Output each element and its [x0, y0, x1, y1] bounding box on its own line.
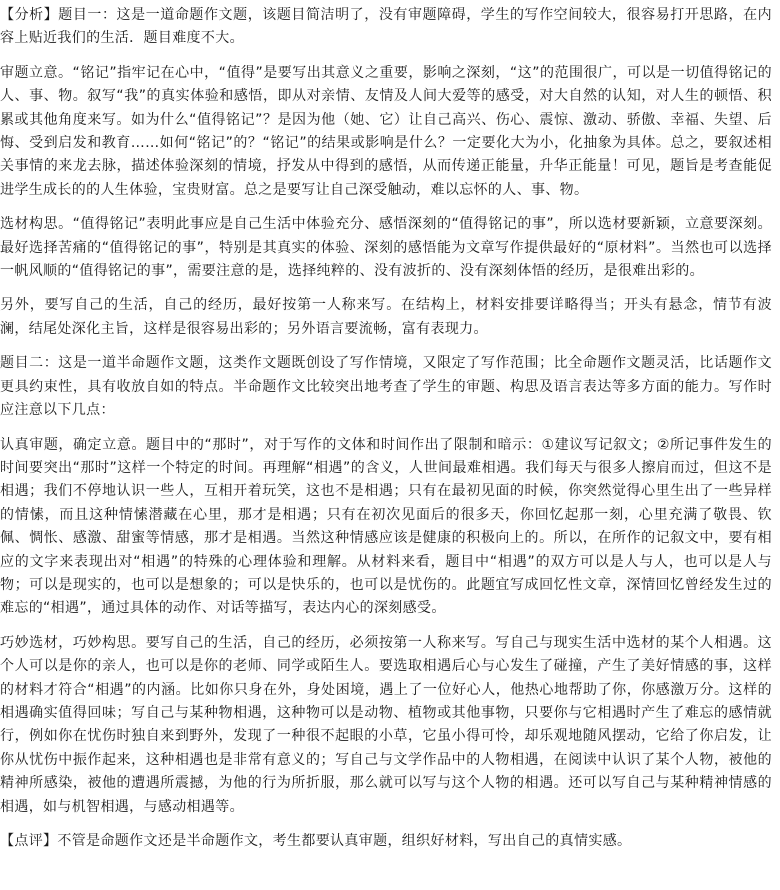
- comment-paragraph: [0, 830, 772, 853]
- analysis-paragraph-material: 选材构思。“值得铭记”表明此事应是自己生活中体验充分、感悟深刻的“值得铭记的事”，所以选材要新颖，立意要深刻。最好选择苦痛的“值得铭记的事”，特别是其真实的体验、深刻的感悟能为文章写作提供最好的“原材料”。当然也可以选择一帆风顺的“值得铭记的事”，需要注意的是，选择纯粹的、没有波折的、没有深刻体悟的经历，是很难出彩的。: [0, 216, 772, 280]
- analysis-text-1: 题目一：这是一道命题作文题，该题目简洁明了，没有审题障碍，学生的写作空间较大，很容易打开思路，在内容上贴近我们的生活．题目难度不大。: [0, 7, 772, 47]
- analysis-paragraph-topic-one: [0, 4, 772, 51]
- comment-text: 不管是命题作文还是半命题作文，考生都要认真审题，组织好材料，写出自己的真情实感。: [57, 833, 632, 849]
- analysis-paragraph-reading-topic: 认真审题，确定立意。题目中的“那时”，对于写作的文体和时间作出了限制和暗示：①建议写记叙文；②所记事件发生的时间要突出“那时”这样一个特定的时间。再理解“相遇”的含义，人世间最难相遇。我们每天与很多人擦肩而过，但这不是相遇；我们不停地认识一些人，互相开着玩笑，这也不是相遇；只有在最初见面的时候，你突然觉得心里生出了一些异样的情愫，而且这种情愫潜藏在心里，那才是相遇；只有在初次见面后的很多天，你回忆起那一刻，心里充满了敬畏、钦佩、惆怅、感激、甜蜜等情感，那才是相遇。当然这种情感应该是健康的积极向上的。所以，在所作的记叙文中，要有相应的文字来表现出对“相遇”的特殊的心理体验和理解。从材料来看，题目中“相遇”的双方可以是人与人，也可以是人与物；可以是现实的，也可以是想象的；可以是快乐的，也可以是忧伤的。此题宜写成回忆性文章，深情回忆曾经发生过的难忘的“相遇”，通过具体的动作、对话等描写，表达内心的深刻感受。: [0, 436, 772, 617]
- analysis-label: 【分析】: [0, 7, 59, 23]
- analysis-paragraph-topic-two: 题目二：这是一道半命题作文题，这类作文题既创设了写作情境，又限定了写作范围；比全命题作文题灵活，比话题作文更具约束性，具有收放自如的特点。半命题作文比较突出地考查了学生的审题、构思及语言表达等多方面的能力。写作时应注意以下几点：: [0, 355, 772, 419]
- comment-label: 【点评】: [0, 833, 58, 849]
- analysis-paragraph-theme: 审题立意。“铭记”指牢记在心中，“值得”是要写出其意义之重要，影响之深刻，“这”的范围很广，可以是一切值得铭记的人、事、物。叙写“我”的真实体验和感悟，即从对亲情、友情及人间大爱等的感受，对大自然的认知，对人生的顿悟、积累或其他角度来写。如为什么“值得铭记”？是因为他（她、它）让自己高兴、伤心、震惊、激动、骄傲、幸福、失望、后悔、受到启发和教育……如何“铭记”的？“铭记”的结果或影响是什么？一定要化大为小，化抽象为具体。总之，要叙述相关事情的来龙去脉，描述体验深刻的情境，抒发从中得到的感悟，从而传递正能量，升华正能量！可见，题旨是考查能促进学生成长的的人生体验，宝贵财富。总之是要写让自己深受触动，难以忘怀的人、事、物。: [0, 64, 772, 198]
- analysis-paragraph-structure: 另外，要写自己的生活，自己的经历，最好按第一人称来写。在结构上，材料安排要详略得当；开头有悬念，情节有波澜，结尾处深化主旨，这样是很容易出彩的；另外语言要流畅，富有表现力。: [0, 297, 772, 337]
- analysis-paragraph-material-choice: 巧妙选材，巧妙构思。要写自己的生活，自己的经历，必须按第一人称来写。写自己与现实生活中选材的某个人相遇。这个人可以是你的亲人，也可以是你的老师、同学或陌生人。要选取相遇后心与心发生了碰撞，产生了美好情感的事，这样的材料才符合“相遇”的内涵。比如你只身在外，身处困境，遇上了一位好心人，他热心地帮助了你，你感激万分。这样的相遇确实值得回味；写自己与某种物相遇，这种物可以是动物、植物或其他事物，只要你与它相遇时产生了难忘的感情就行，例如你在忧伤时独自来到野外，发现了一种很不起眼的小草，它虽小得可怜，却乐观地随风摆动，它给了你启发，让你从忧伤中振作起来，这种相遇也是非常有意义的；写自己与文学作品中的人物相遇，在阅读中认识了某个人物，被他的精神所感染，被他的遭遇所震撼，为他的行为所折服，那么就可以写与这个人物的相遇。还可以写自己与某种精神情感的相遇，如与机智相遇，与感动相遇等。: [0, 634, 772, 815]
